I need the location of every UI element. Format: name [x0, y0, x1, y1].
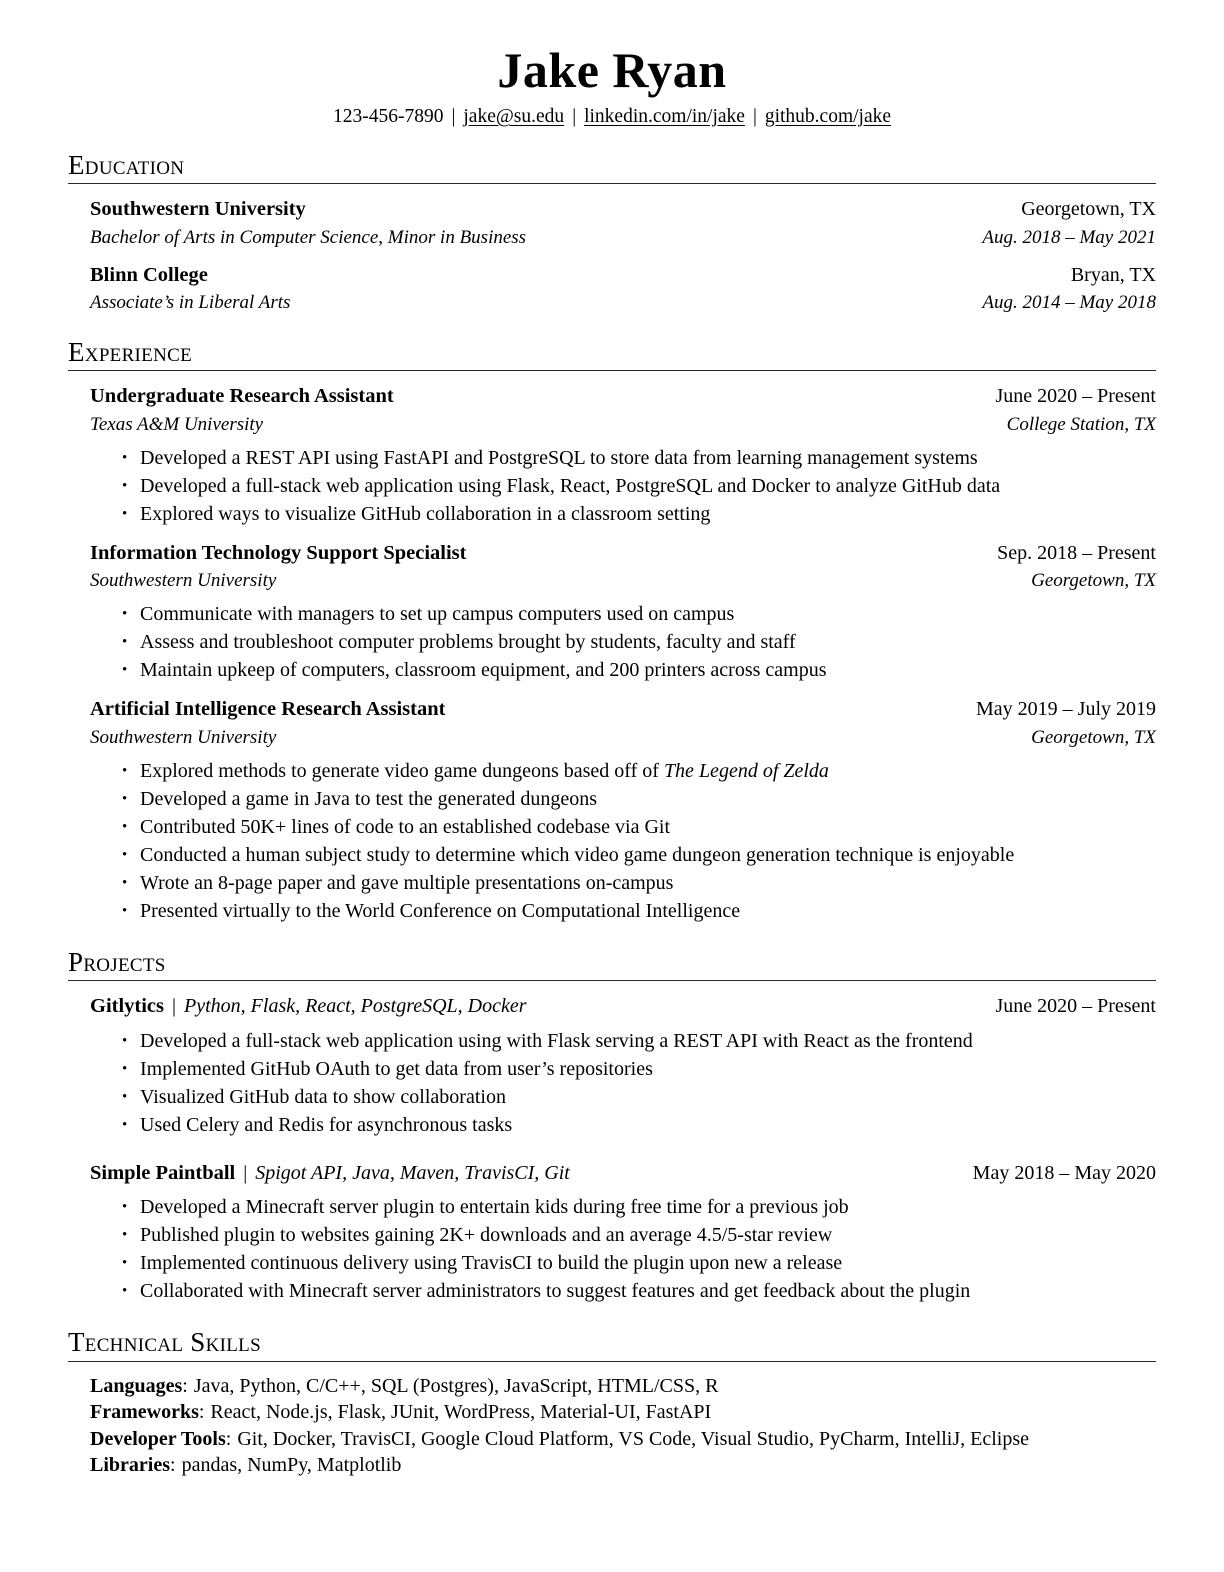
colon-separator: :	[170, 1454, 176, 1477]
bullet-item: • Assess and troubleshoot computer problems brought by students, faculty and staff	[122, 628, 1156, 656]
job-location: College Station, TX	[1006, 414, 1156, 436]
contact-line	[68, 105, 1156, 128]
colon-separator: :	[225, 1427, 232, 1450]
phone-number: 123-456-7890	[332, 105, 444, 127]
job-title: Information Technology Support Specialist	[90, 541, 467, 564]
skill-values: pandas, NumPy, Matplotlib	[181, 1454, 402, 1477]
job-location: Georgetown, TX	[1031, 726, 1156, 748]
experience-entry	[68, 541, 1156, 684]
skill-category: Frameworks	[90, 1401, 199, 1424]
degree: Associate’s in Liberal Arts	[90, 292, 291, 314]
experience-entry	[68, 697, 1156, 924]
project-dates: May 2018 – May 2020	[972, 1161, 1156, 1184]
pipe-separator: |	[572, 105, 577, 127]
bullet-item: • Communicate with managers to set up campus computers used on campus	[122, 600, 1156, 628]
section-title-education: Education	[68, 151, 1156, 184]
skill-row	[90, 1452, 1156, 1479]
section-title-projects: Projects	[68, 948, 1156, 981]
bullet-item: • Maintain upkeep of computers, classroom equipment, and 200 printers across campus	[122, 656, 1156, 684]
bullet-item: • Developed a game in Java to test the generated dungeons	[122, 785, 1156, 813]
section-title-experience: Experience	[68, 338, 1156, 371]
bullet-list	[90, 1193, 1156, 1305]
bullet-item: • Implemented continuous delivery using TravisCI to build the plugin upon new a release	[122, 1249, 1156, 1277]
game-title: The Legend of Zelda	[663, 759, 829, 782]
education-dates: Aug. 2018 – May 2021	[982, 226, 1156, 248]
skill-category: Languages	[90, 1374, 183, 1397]
section-experience	[68, 338, 1156, 925]
linkedin-link[interactable]: linkedin.com/in/jake	[584, 105, 745, 127]
bullet-item: • Developed a Minecraft server plugin to entertain kids during free time for a previous job	[122, 1193, 1156, 1221]
section-technical-skills	[68, 1328, 1156, 1478]
skill-category: Libraries	[90, 1454, 170, 1477]
skill-values: Git, Docker, TravisCI, Google Cloud Platform, VS Code, Visual Studio, PyCharm, IntelliJ, Eclipse	[237, 1427, 1030, 1450]
bullet-item: • Conducted a human subject study to determine which video game dungeon generation technique is enjoyable	[122, 841, 1156, 869]
section-projects	[68, 948, 1156, 1306]
employer-name: Southwestern University	[90, 570, 277, 592]
bullet-list	[90, 757, 1156, 925]
skill-category: Developer Tools	[90, 1427, 226, 1450]
employer-name: Texas A&M University	[90, 414, 264, 436]
bullet-list	[90, 444, 1156, 528]
degree: Bachelor of Arts in Computer Science, Minor in Business	[90, 226, 527, 248]
project-dates: June 2020 – Present	[995, 995, 1156, 1018]
bullet-item: • Visualized GitHub data to show collaboration	[122, 1083, 1156, 1111]
project-technologies: Spigot API, Java, Maven, TravisCI, Git	[255, 1161, 570, 1184]
job-location: Georgetown, TX	[1031, 570, 1156, 592]
bullet-list	[90, 1027, 1156, 1139]
job-title: Artificial Intelligence Research Assistant	[90, 698, 446, 721]
education-entry	[68, 197, 1156, 249]
pipe-separator: |	[243, 1161, 248, 1184]
job-title: Undergraduate Research Assistant	[90, 385, 394, 408]
institution-location: Georgetown, TX	[1021, 198, 1156, 221]
colon-separator: :	[198, 1401, 205, 1424]
bullet-item: • Wrote an 8-page paper and gave multiple presentations on-campus	[122, 869, 1156, 897]
github-link[interactable]: github.com/jake	[764, 105, 892, 127]
bullet-item: • Collaborated with Minecraft server administrators to suggest features and get feedback about the plugin	[122, 1277, 1156, 1305]
pipe-separator: |	[172, 995, 177, 1018]
bullet-item: • Presented virtually to the World Conference on Computational Intelligence	[122, 897, 1156, 925]
project-name: Gitlytics	[90, 995, 165, 1018]
email-link[interactable]: jake@su.edu	[463, 105, 565, 127]
pipe-separator: |	[451, 105, 456, 127]
job-dates: Sep. 2018 – Present	[997, 541, 1156, 564]
project-name: Simple Paintball	[90, 1161, 236, 1184]
section-education	[68, 151, 1156, 315]
skill-row	[90, 1426, 1156, 1453]
bullet-item: • Used Celery and Redis for asynchronous tasks	[122, 1111, 1156, 1139]
skill-values: Java, Python, C/C++, SQL (Postgres), JavaScript, HTML/CSS, R	[193, 1374, 719, 1397]
institution-name: Blinn College	[90, 263, 208, 286]
project-technologies: Python, Flask, React, PostgreSQL, Docker	[184, 995, 527, 1018]
institution-name: Southwestern University	[90, 198, 306, 221]
pipe-separator: |	[752, 105, 757, 127]
project-entry	[68, 994, 1156, 1139]
employer-name: Southwestern University	[90, 726, 277, 748]
bullet-list	[90, 600, 1156, 684]
skill-row	[90, 1373, 1156, 1400]
experience-entry	[68, 384, 1156, 527]
skill-values: React, Node.js, Flask, JUnit, WordPress, Material-UI, FastAPI	[210, 1401, 712, 1424]
bullet-item: • Explored ways to visualize GitHub collaboration in a classroom setting	[122, 500, 1156, 528]
education-entry	[68, 263, 1156, 315]
job-dates: May 2019 – July 2019	[976, 698, 1156, 721]
skills-block	[68, 1373, 1156, 1479]
section-title-technical-skills: Technical Skills	[68, 1328, 1156, 1361]
bullet-item: • Developed a full-stack web application using Flask, React, PostgreSQL and Docker to analyze GitHub data	[122, 472, 1156, 500]
bullet-item: • Contributed 50K+ lines of code to an established codebase via Git	[122, 813, 1156, 841]
institution-location: Bryan, TX	[1070, 263, 1156, 286]
job-dates: June 2020 – Present	[995, 385, 1156, 408]
bullet-item: • Implemented GitHub OAuth to get data from user’s repositories	[122, 1055, 1156, 1083]
skill-row	[90, 1399, 1156, 1426]
education-dates: Aug. 2014 – May 2018	[982, 292, 1156, 314]
resume-name: Jake Ryan	[497, 42, 727, 98]
bullet-item: • Developed a REST API using FastAPI and PostgreSQL to store data from learning management systems	[122, 444, 1156, 472]
resume-header	[68, 44, 1156, 128]
colon-separator: :	[182, 1374, 188, 1397]
bullet-item: • Developed a full-stack web application using with Flask serving a REST API with React as the frontend	[122, 1027, 1156, 1055]
bullet-item: • Explored methods to generate video game dungeons based off of The Legend of Zelda	[122, 757, 1156, 785]
bullet-item: • Published plugin to websites gaining 2K+ downloads and an average 4.5/5-star review	[122, 1221, 1156, 1249]
project-entry	[68, 1161, 1156, 1306]
